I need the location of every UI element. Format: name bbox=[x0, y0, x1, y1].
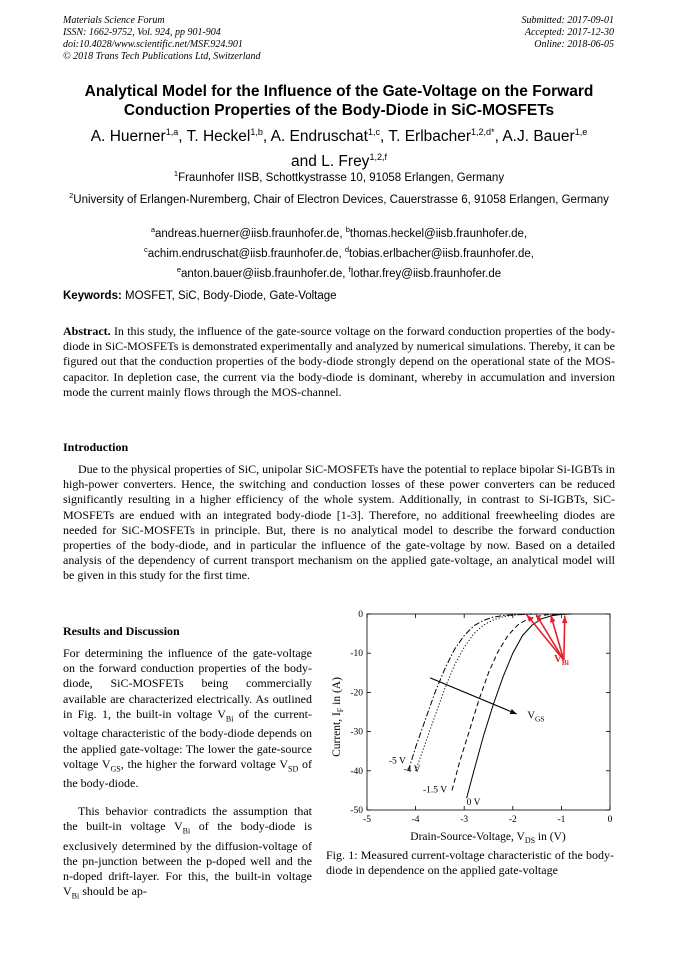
vgs-arrow-head bbox=[510, 709, 517, 714]
text-run: of the current-voltage characteristic of the body-diode depends on the applied gate-voltage: The lower the gate-source voltage V bbox=[63, 706, 312, 771]
author-name: L. Frey bbox=[321, 153, 370, 171]
vgs-label-sub: GS bbox=[534, 714, 545, 724]
series-label: -4 V bbox=[403, 764, 421, 775]
figure-caption: Fig. 1: Measured current-voltage characteristic of the body-diode in dependence on the applied gate-voltage bbox=[326, 848, 614, 877]
email-sup: e bbox=[176, 264, 181, 274]
author-sup: 1,2,d* bbox=[471, 127, 495, 137]
dates-info bbox=[522, 15, 615, 51]
y-tick-label: 0 bbox=[358, 610, 363, 620]
y-tick-label: -50 bbox=[350, 806, 363, 816]
email-address[interactable]: thomas.heckel@iisb.fraunhofer.de bbox=[349, 227, 524, 240]
paper-title: Analytical Model for the Influence of the Gate-Voltage on the Forward Conduction Properties of the Body-Diode in SiC-MOSFETs bbox=[84, 83, 594, 119]
text-run: should be ap- bbox=[79, 884, 147, 899]
email-address[interactable]: anton.bauer@iisb.fraunhofer.de bbox=[180, 267, 343, 280]
author-name: T. Heckel bbox=[186, 128, 251, 146]
abstract bbox=[63, 324, 615, 400]
abstract-label: Abstract. bbox=[63, 324, 111, 338]
author-name: A.J. Bauer bbox=[502, 128, 575, 146]
affiliation bbox=[63, 188, 615, 208]
vgs-arrow bbox=[430, 678, 517, 714]
text-run: of the body-diode. bbox=[63, 756, 312, 791]
y-tick-label: -10 bbox=[350, 649, 363, 660]
x-tick-label: -4 bbox=[411, 815, 420, 825]
email-address[interactable]: andreas.huerner@iisb.fraunhofer.de bbox=[155, 227, 340, 240]
email-sup: f bbox=[348, 264, 351, 274]
text-run: For determining the influence of the gate-voltage on the forward conduction properties of the body-diode, SiC-MOSFETs being commercially available are characterized electrically. As outlined in Fig. 1, the built-in voltage V bbox=[63, 646, 312, 721]
email-sup: c bbox=[144, 244, 148, 254]
journal-info bbox=[63, 15, 261, 63]
date-line: Accepted: 2017-12-30 bbox=[524, 27, 614, 38]
vbi-label-sub: Bi bbox=[561, 657, 569, 667]
author-list: A. Huerner$^{1,a}$, T. Heckel$^{1,b}$, A. Endruschat$^{1,c}$, T. Erlbacher$^{1,2,d*}$, A.J. Bauer$^{1,e}$ and L. Frey$^{1,2,f}$ bbox=[90, 127, 588, 171]
series-label: -5 V bbox=[388, 756, 406, 767]
subscript: Bi bbox=[225, 714, 234, 724]
abstract-text: In this study, the influence of the gate-source voltage on the forward conduction properties of the body-diode in SiC-MOSFETs is demonstrated experimentally and analyzed by numerical simulations. Thereby, it can be figured out that the conduction properties of the body-diode strongly depend on the operational state of the MOS-capacitor. In depletion case, the current via the body-diode is dominant, whereby in accumulation and inversion mode the current mainly flows through the MOS-channel. bbox=[63, 324, 616, 399]
date-line: Submitted: 2017-09-01 bbox=[521, 15, 614, 26]
author-sup: 1,a bbox=[165, 127, 179, 137]
subscript: Bi bbox=[182, 826, 191, 836]
results-paragraph bbox=[63, 646, 312, 792]
subscript: GS bbox=[110, 764, 121, 774]
author-name: A. Endruschat bbox=[270, 128, 368, 146]
series-line bbox=[416, 614, 537, 771]
y-tick-label: -30 bbox=[350, 727, 363, 738]
journal-line: doi:10.4028/www.scientific.net/MSF.924.901 bbox=[63, 39, 243, 50]
vbi-arrow-head bbox=[562, 616, 567, 624]
section-heading: Results and Discussion bbox=[63, 624, 180, 638]
author-name: A. Huerner bbox=[90, 128, 166, 146]
x-tick-label: -3 bbox=[460, 815, 469, 825]
author-sup: 1,e bbox=[574, 127, 588, 137]
text-run: This behavior contradicts the assumption that the built-in voltage V bbox=[63, 804, 312, 834]
introduction-text: Due to the physical properties of SiC, unipolar SiC-MOSFETs have the potential to replace bipolar Si-IGBTs in high-power converters. Hence, the switching and conduction losses of these power converters can be reduced significantly resulting in a higher efficiency of the whole system. Additionally, in contrast to Si-IGBTs, SiC-MOSFETs are endued with an integrated body-diode [1-3]. Therefore, no additional freewheeling diodes are needed for SiC-MOSFETs in principle. But, there is no analytical model to describe the forward conduction properties of the body-diode, and in particular the influence of the gate-voltage by now. Based on a detailed analysis of the dependency of current transport mechanism on the applied gate-voltage, an analytical model will be given in this study for the first time. bbox=[63, 462, 615, 583]
affiliation-text: University of Erlangen-Nuremberg, Chair of Electron Devices, Cauerstrasse 6, 91058 Erlangen, Germany bbox=[73, 193, 609, 206]
keywords bbox=[63, 290, 337, 302]
email-sup: d bbox=[344, 244, 350, 254]
author-sup: 1,b bbox=[250, 127, 263, 137]
vbi-label: $V_{Bi}$ bbox=[554, 653, 569, 667]
section-heading: Introduction bbox=[63, 440, 129, 454]
y-tick-label: -40 bbox=[350, 766, 363, 777]
email-address[interactable]: tobias.erlbacher@iisb.fraunhofer.de bbox=[349, 247, 531, 260]
series-line bbox=[467, 614, 571, 798]
email-address[interactable]: lothar.frey@iisb.fraunhofer.de bbox=[350, 267, 502, 280]
affiliation-sup: 2 bbox=[69, 191, 74, 200]
x-tick-label: -1 bbox=[557, 815, 566, 825]
plot-frame bbox=[367, 614, 610, 810]
affiliation-sup: 1 bbox=[173, 169, 179, 178]
series-label: -1.5 V bbox=[422, 785, 448, 796]
x-tick-label: -5 bbox=[363, 815, 371, 825]
text-run: , the higher the forward voltage V bbox=[120, 756, 289, 771]
results-paragraph bbox=[63, 804, 312, 904]
journal-line: Materials Science Forum bbox=[63, 15, 165, 26]
keywords-text: MOSFET, SiC, Body-Diode, Gate-Voltage bbox=[125, 290, 337, 302]
email-address[interactable]: achim.endruschat@iisb.fraunhofer.de bbox=[147, 247, 339, 260]
affiliation bbox=[63, 166, 615, 186]
y-tick-label: -20 bbox=[350, 688, 363, 699]
author-name: T. Erlbacher bbox=[388, 128, 472, 146]
journal-line: ISSN: 1662-9752, Vol. 924, pp 901-904 bbox=[63, 27, 221, 38]
iv-chart bbox=[326, 602, 622, 852]
x-tick-label: 0 bbox=[607, 815, 613, 825]
x-axis-label: Drain-Source-Voltage, $V_{DS}$ in (V) bbox=[410, 831, 566, 845]
keywords-label: Keywords: bbox=[63, 290, 122, 302]
series-line bbox=[408, 614, 532, 771]
affiliation-text: Fraunhofer IISB, Schottkystrasse 10, 91058 Erlangen, Germany bbox=[178, 171, 505, 184]
figure-1 bbox=[326, 602, 622, 852]
x-tick-label: -2 bbox=[508, 815, 517, 825]
email-list: $^a$andreas.huerner@iisb.fraunhofer.de, $^b$thomas.heckel@iisb.fraunhofer.de, $^c$achim.endruschat@iisb.fraunhofer.de, $^d$tobias.erlbacher@iisb.fraunhofer.de, $^e$anton.bauer@iisb.fraunhofer.de, $^f$lothar.frey@iisb.fraunhofer.de bbox=[144, 225, 534, 280]
subscript: SD bbox=[288, 764, 299, 774]
date-line: Online: 2018-06-05 bbox=[534, 39, 614, 50]
subscript: Bi bbox=[71, 891, 80, 901]
vgs-label: $V_{GS}$ bbox=[527, 710, 545, 724]
email-sup: a bbox=[150, 225, 156, 234]
author-sup: 1,c bbox=[367, 127, 380, 137]
y-axis-label: Current, $I_F$ in (A) bbox=[331, 677, 345, 757]
author-sup: 1,2,f bbox=[369, 152, 387, 163]
journal-line: © 2018 Trans Tech Publications Ltd, Switzerland bbox=[63, 51, 261, 62]
series-label: 0 V bbox=[466, 797, 481, 808]
text-run: of the body-diode is exclusively determined by the diffusion-voltage of the pn-junction between the p-doped well and the n-doped drift-layer. For this, the built-in voltage V bbox=[63, 819, 312, 899]
email-sup: b bbox=[345, 225, 350, 234]
